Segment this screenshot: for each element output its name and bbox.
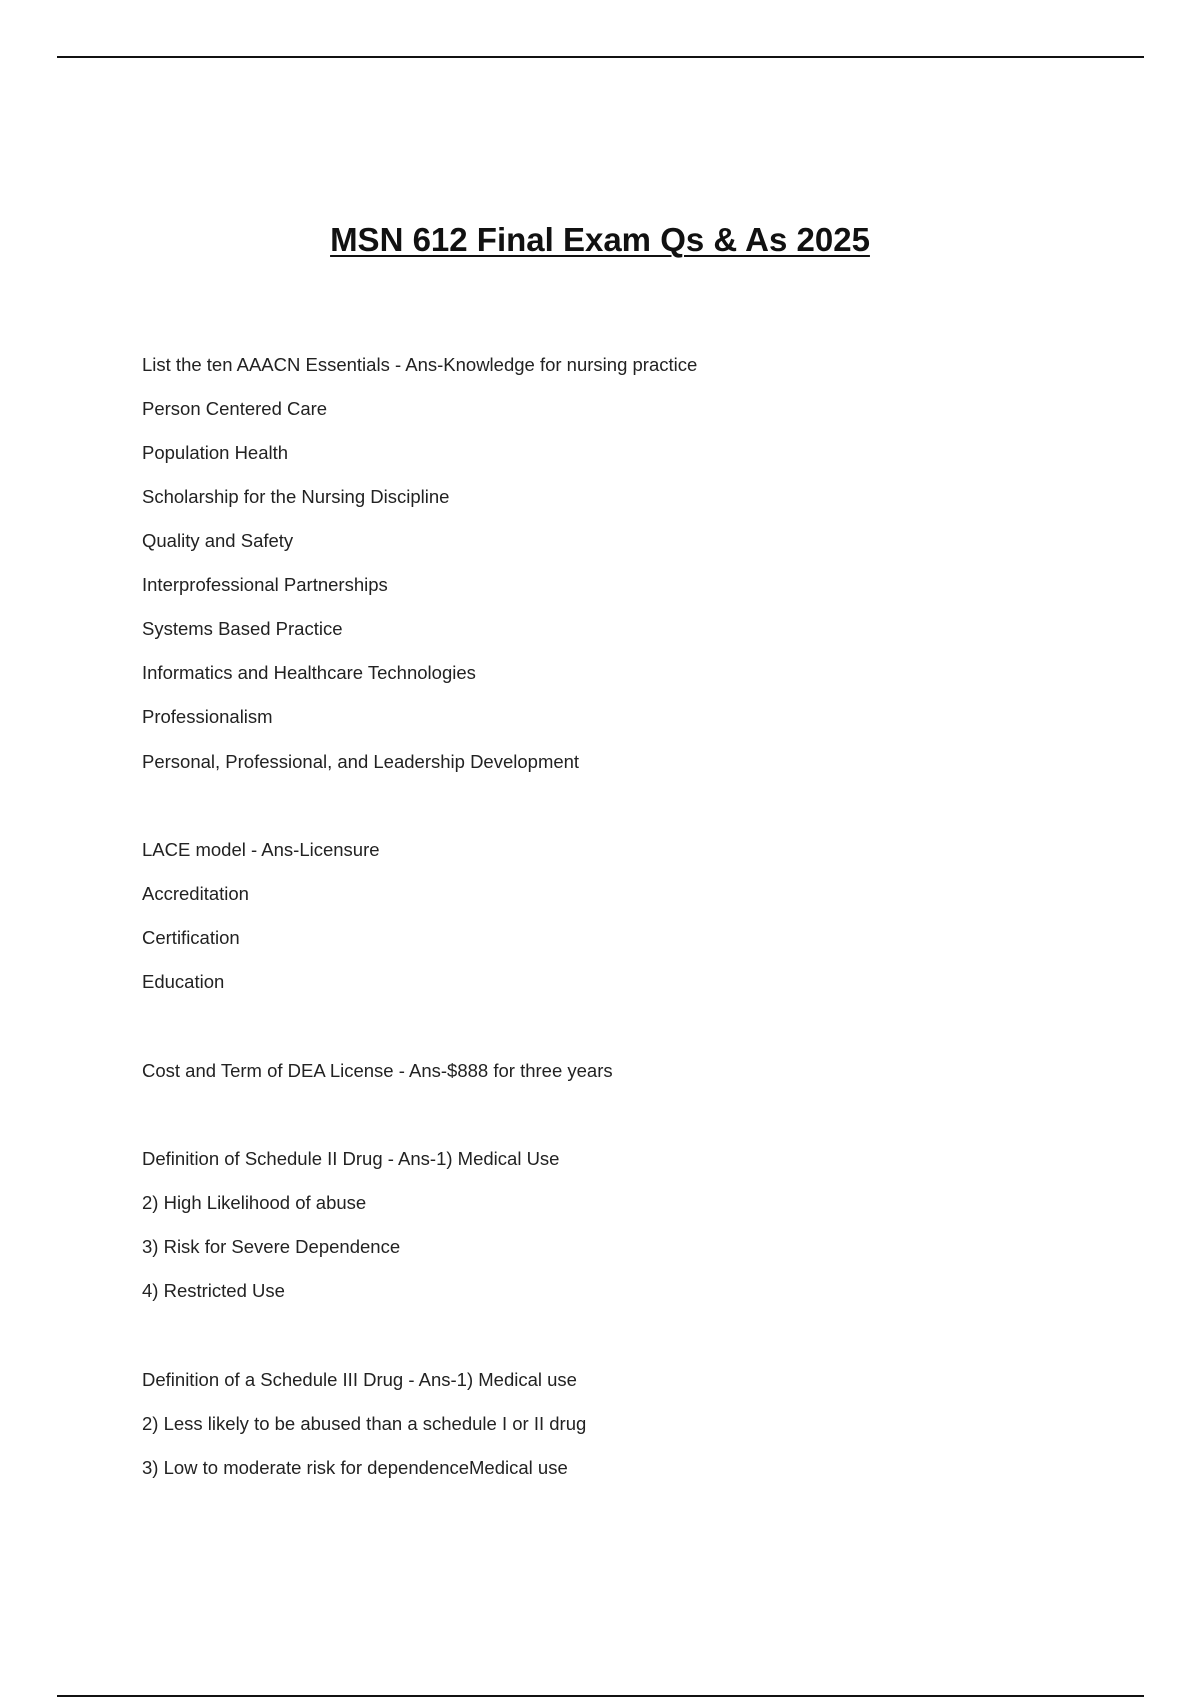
qa-line: Definition of a Schedule III Drug - Ans-1) Medical use — [142, 1369, 577, 1390]
qa-line: 2) Less likely to be abused than a schedule I or II drug — [142, 1413, 587, 1434]
qa-line: Informatics and Healthcare Technologies — [142, 662, 476, 683]
qa-line: Personal, Professional, and Leadership Development — [142, 751, 580, 772]
document-title: MSN 612 Final Exam Qs & As 2025 — [330, 221, 870, 258]
qa-line: Quality and Safety — [142, 530, 294, 551]
qa-line: 3) Risk for Severe Dependence — [142, 1236, 401, 1257]
qa-line: Interprofessional Partnerships — [142, 574, 388, 595]
qa-line: 4) Restricted Use — [142, 1280, 285, 1301]
qa-line: Systems Based Practice — [142, 618, 343, 639]
qa-line: Person Centered Care — [142, 398, 328, 419]
qa-line: Certification — [142, 927, 240, 948]
qa-line: 3) Low to moderate risk for dependenceMedical use — [142, 1457, 568, 1478]
qa-line: Population Health — [142, 442, 289, 463]
qa-line: Education — [142, 971, 225, 992]
qa-line: Definition of Schedule II Drug - Ans-1) Medical Use — [142, 1148, 560, 1169]
qa-line: Accreditation — [142, 883, 249, 904]
qa-line: List the ten AAACN Essentials - Ans-Knowledge for nursing practice — [142, 354, 698, 375]
qa-line: 2) High Likelihood of abuse — [142, 1192, 367, 1213]
qa-line: LACE model - Ans-Licensure — [142, 839, 380, 860]
qa-line: Cost and Term of DEA License - Ans-$888 for three years — [142, 1060, 613, 1081]
qa-line: Professionalism — [142, 706, 273, 727]
qa-line: Scholarship for the Nursing Discipline — [142, 486, 450, 507]
bottom-rule — [57, 1695, 1144, 1697]
